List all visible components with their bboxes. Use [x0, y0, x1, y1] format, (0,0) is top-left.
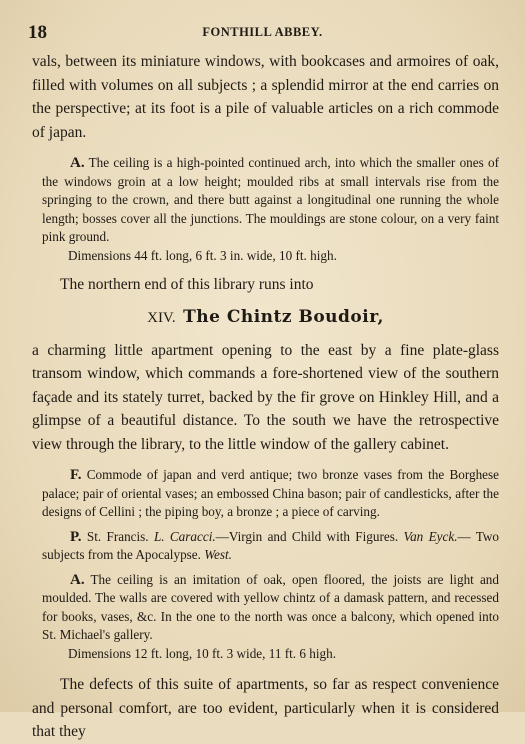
- note-pictures: [32, 528, 499, 565]
- page-body: [32, 50, 499, 744]
- page-header: [28, 22, 497, 44]
- section-heading: [32, 307, 499, 327]
- paragraph-4: The defects of this suite of apartments, so far as respect convenience and personal comfort, are too evident, particularly when it is considered that they: [32, 676, 499, 740]
- note-ceiling-library: [32, 154, 499, 247]
- picture-title-2: —Virgin and Child with Figures.: [215, 528, 399, 544]
- section-title: The Chintz Boudoir,: [183, 306, 384, 327]
- note-dimensions-library: Dimensions 44 ft. long, 6 ft. 3 in. wide, 10 ft. high.: [68, 247, 337, 263]
- picture-title-3: — Two subjects from the Apocalypse.: [42, 528, 500, 562]
- paragraph-3: a charming little apartment opening to the east by a fine plate-glass transom window, which commands a fore-shortened view of the southern façade and its stately turret, backed by the fir grove on Hinkley Hill, and a glimpse of a beautiful distance. To the south we have the retrospective view through the library, to the little window of the gallery cabinet.: [32, 341, 499, 453]
- note-text: The ceiling is a high-pointed continued arch, into which the smaller ones of the windows groin at a low height; moulded ribs at small intervals rise from the springing to the crown, and there butt against a longitudinal one running the whole length; bosses cover all the junctions. The mouldings are stone colour, on a very faint pink ground.: [42, 155, 500, 244]
- paragraph-1: vals, between its miniature windows, with bookcases and armoires of oak, filled with volumes on all subjects ; a splendid mirror at the end carries on the perspective; at its foot is a pile of valuable articles on a rich commode of japan.: [32, 53, 499, 141]
- note-furniture: [32, 466, 499, 522]
- picture-artist-1: L. Caracci.: [153, 528, 216, 544]
- section-number: XIV.: [147, 309, 176, 326]
- page-number: 18: [28, 22, 47, 43]
- note-text: The ceiling is an imitation of oak, open floored, the joists are light and moulded. The walls are covered with yellow chintz of a damask pattern, and recessed for books, vases, &c. In the one to the north was once a balcony, which opened into St. Michael's gallery.: [42, 571, 499, 642]
- note-mark: A.: [70, 155, 85, 171]
- note-text: Commode of japan and verd antique; two bronze vases from the Borghese palace; pair of oriental vases; an embossed China bason; pair of candlesticks, after the designs of Cellini ; the piping boy, a bronze ; a piece of carving.: [42, 467, 500, 519]
- note-ceiling-boudoir: [32, 571, 499, 645]
- note-mark: P.: [70, 528, 82, 545]
- picture-artist-2: Van Eyck.: [403, 528, 458, 544]
- running-title: FONTHILL ABBEY.: [202, 25, 323, 39]
- note-dimensions-boudoir: Dimensions 12 ft. long, 10 ft. 3 wide, 11 ft. 6 high.: [68, 645, 337, 661]
- paragraph-2: The northern end of this library runs into: [60, 276, 314, 293]
- picture-location: West.: [204, 547, 232, 562]
- picture-title-1: St. Francis.: [86, 528, 149, 544]
- note-mark: A.: [70, 571, 85, 588]
- note-mark: F.: [70, 467, 82, 483]
